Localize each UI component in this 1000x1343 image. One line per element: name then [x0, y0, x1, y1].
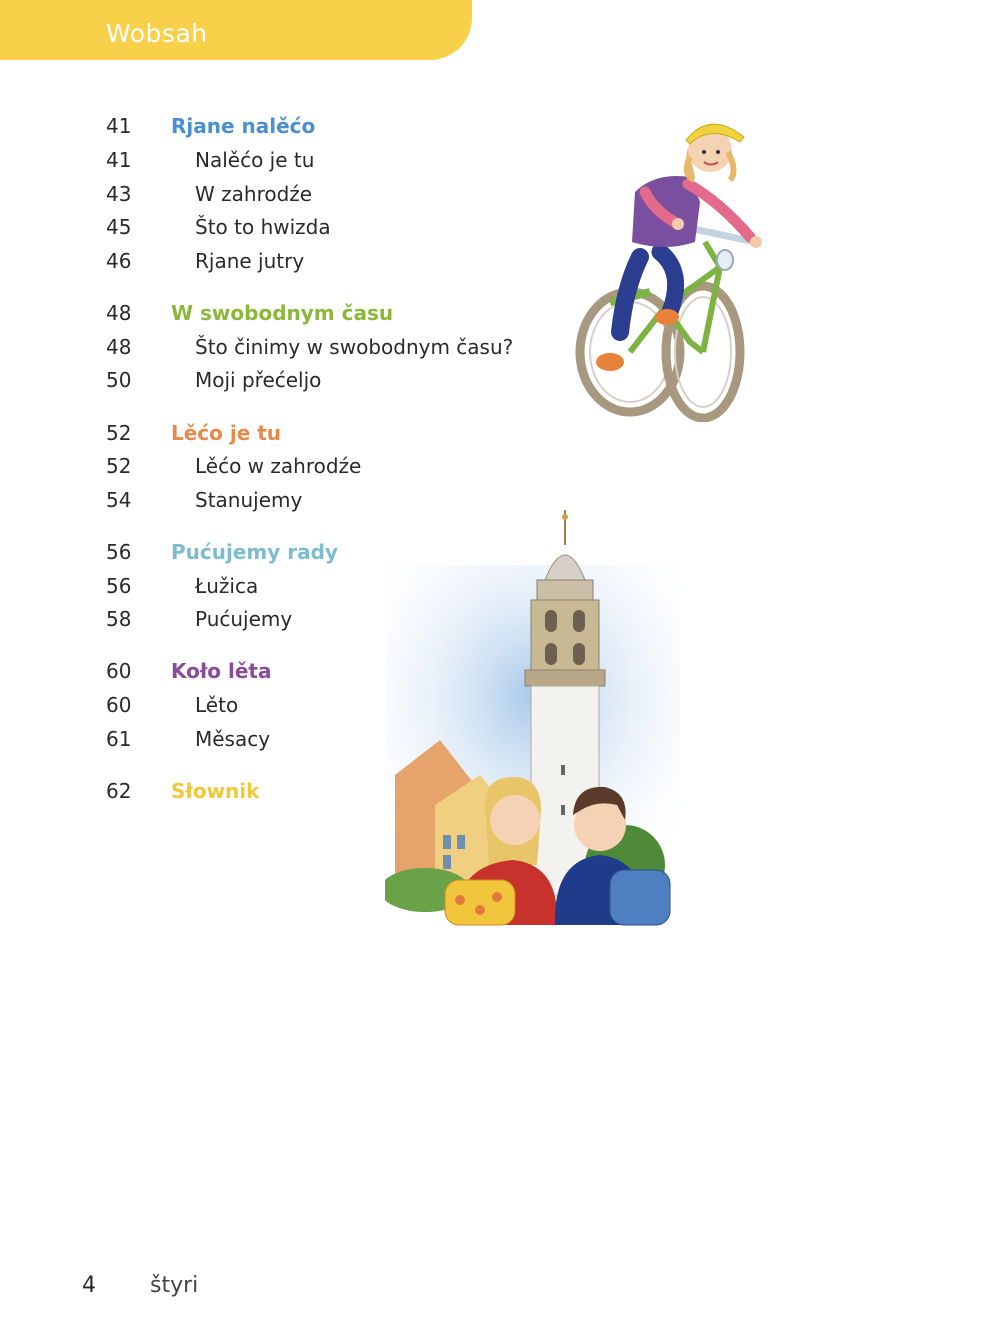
toc-item-title: Što to hwizda	[195, 215, 331, 239]
girl-face	[490, 795, 540, 845]
toc-item-title: Što činimy w swobodnym času?	[195, 335, 514, 359]
toc-item-title: Lěto	[195, 693, 239, 717]
toc-section-title: Pućujemy rady	[171, 540, 338, 564]
toc-page-number: 56	[106, 574, 132, 598]
toc-page-number: 46	[106, 249, 132, 273]
toc-section-title: Lěćo je tu	[171, 421, 282, 445]
toc-page-number: 61	[106, 727, 132, 751]
toc-page-number: 45	[106, 215, 132, 239]
toc-page-number: 50	[106, 368, 132, 392]
tower-children-illustration	[385, 505, 680, 930]
toc-item-title: Pućujemy	[195, 607, 293, 631]
page-number-word: štyri	[150, 1273, 199, 1298]
girl-on-bicycle-illustration	[570, 112, 780, 422]
toc-page-number: 48	[106, 301, 132, 325]
toc-page-number: 41	[106, 114, 132, 138]
toc-page-number: 60	[106, 659, 132, 683]
toc-item-title: Łužica	[195, 574, 259, 598]
toc-item-title: Moji přećeljo	[195, 368, 322, 392]
toc-item-title: Lěćo w zahrodźe	[195, 454, 362, 478]
tower-belfry	[531, 600, 599, 670]
toc-page-number: 58	[106, 607, 132, 631]
toc-page-number: 52	[106, 421, 132, 445]
toc-section-title: Słownik	[171, 779, 260, 803]
toc-section-title: W swobodnym času	[171, 301, 394, 325]
toc-item-title: Měsacy	[195, 727, 271, 751]
toc-page-number: 43	[106, 182, 132, 206]
yellow-backpack	[445, 880, 515, 925]
toc-item-title: W zahrodźe	[195, 182, 313, 206]
toc-section-title: Koło lěta	[171, 659, 272, 683]
toc-page-number: 60	[106, 693, 132, 717]
toc-item-title: Rjane jutry	[195, 249, 305, 273]
toc-item-title: Nalěćo je tu	[195, 148, 315, 172]
page-number: 4	[82, 1273, 96, 1298]
toc-page-number: 56	[106, 540, 132, 564]
toc-page-number: 48	[106, 335, 132, 359]
toc-section-title: Rjane nalěćo	[171, 114, 316, 138]
toc-page-number: 52	[106, 454, 132, 478]
page-title: Wobsah	[106, 19, 208, 48]
toc-page-number: 41	[106, 148, 132, 172]
toc-page-number: 54	[106, 488, 132, 512]
toc-page-number: 62	[106, 779, 132, 803]
header-tab	[0, 0, 472, 60]
blue-backpack	[610, 870, 670, 925]
toc-item-title: Stanujemy	[195, 488, 303, 512]
